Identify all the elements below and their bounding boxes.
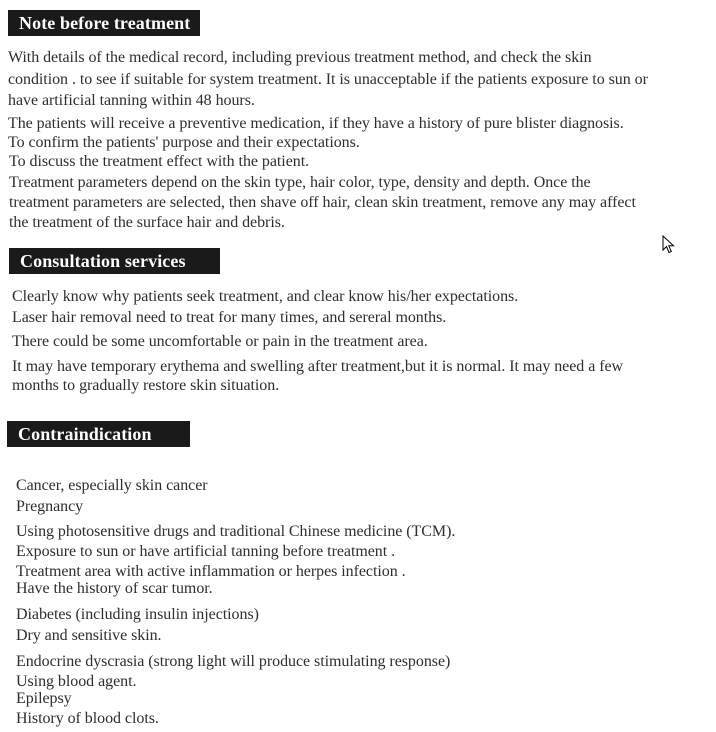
- paragraph-line: There could be some uncomfortable or pain in the treatment area.: [12, 333, 428, 350]
- list-item: Using blood agent.: [16, 673, 137, 690]
- paragraph-line: It may have temporary erythema and swelling after treatment,but it is normal. It may need a few: [12, 358, 624, 375]
- paragraph-line: With details of the medical record, including previous treatment method, and check the skin: [8, 49, 592, 66]
- list-item: Dry and sensitive skin.: [16, 627, 162, 644]
- paragraph-line: Laser hair removal need to treat for many times, and sereral months.: [12, 309, 447, 326]
- list-item: Pregnancy: [16, 498, 84, 515]
- paragraph-line: The patients will receive a preventive medication, if they have a history of pure blister diagnosis.: [8, 115, 624, 132]
- list-item: Epilepsy: [16, 690, 72, 707]
- paragraph-line: months to gradually restore skin situation.: [12, 377, 280, 394]
- list-item: Treatment area with active inflammation or herpes infection .: [16, 563, 406, 580]
- paragraph-line: the treatment of the surface hair and debris.: [9, 214, 285, 231]
- list-item: Using photosensitive drugs and traditional Chinese medicine (TCM).: [16, 523, 456, 540]
- paragraph-line: have artificial tanning within 48 hours.: [8, 92, 255, 109]
- heading-contraindication: Contraindication: [7, 421, 190, 447]
- paragraph-line: To confirm the patients' purpose and their expectations.: [8, 134, 360, 151]
- list-item: Cancer, especially skin cancer: [16, 477, 208, 494]
- paragraph-line: treatment parameters are selected, then shave off hair, clean skin treatment, remove any may affect: [9, 194, 636, 211]
- heading-consultation-services: Consultation services: [9, 248, 220, 274]
- heading-note-before-treatment: Note before treatment: [8, 10, 200, 36]
- paragraph-line: Treatment parameters depend on the skin type, hair color, type, density and depth. Once the: [9, 174, 591, 191]
- list-item: Have the history of scar tumor.: [16, 580, 213, 597]
- list-item: Endocrine dyscrasia (strong light will produce stimulating response): [16, 653, 451, 670]
- list-item: History of blood clots.: [16, 710, 159, 727]
- paragraph-line: condition . to see if suitable for system treatment. It is unacceptable if the patients exposure to sun or: [8, 71, 648, 88]
- paragraph-line: To discuss the treatment effect with the patient.: [9, 153, 310, 170]
- arrow-pointer-icon: [662, 235, 676, 255]
- list-item: Diabetes (including insulin injections): [16, 606, 259, 623]
- paragraph-line: Clearly know why patients seek treatment, and clear know his/her expectations.: [12, 288, 519, 305]
- list-item: Exposure to sun or have artificial tanning before treatment .: [16, 543, 396, 560]
